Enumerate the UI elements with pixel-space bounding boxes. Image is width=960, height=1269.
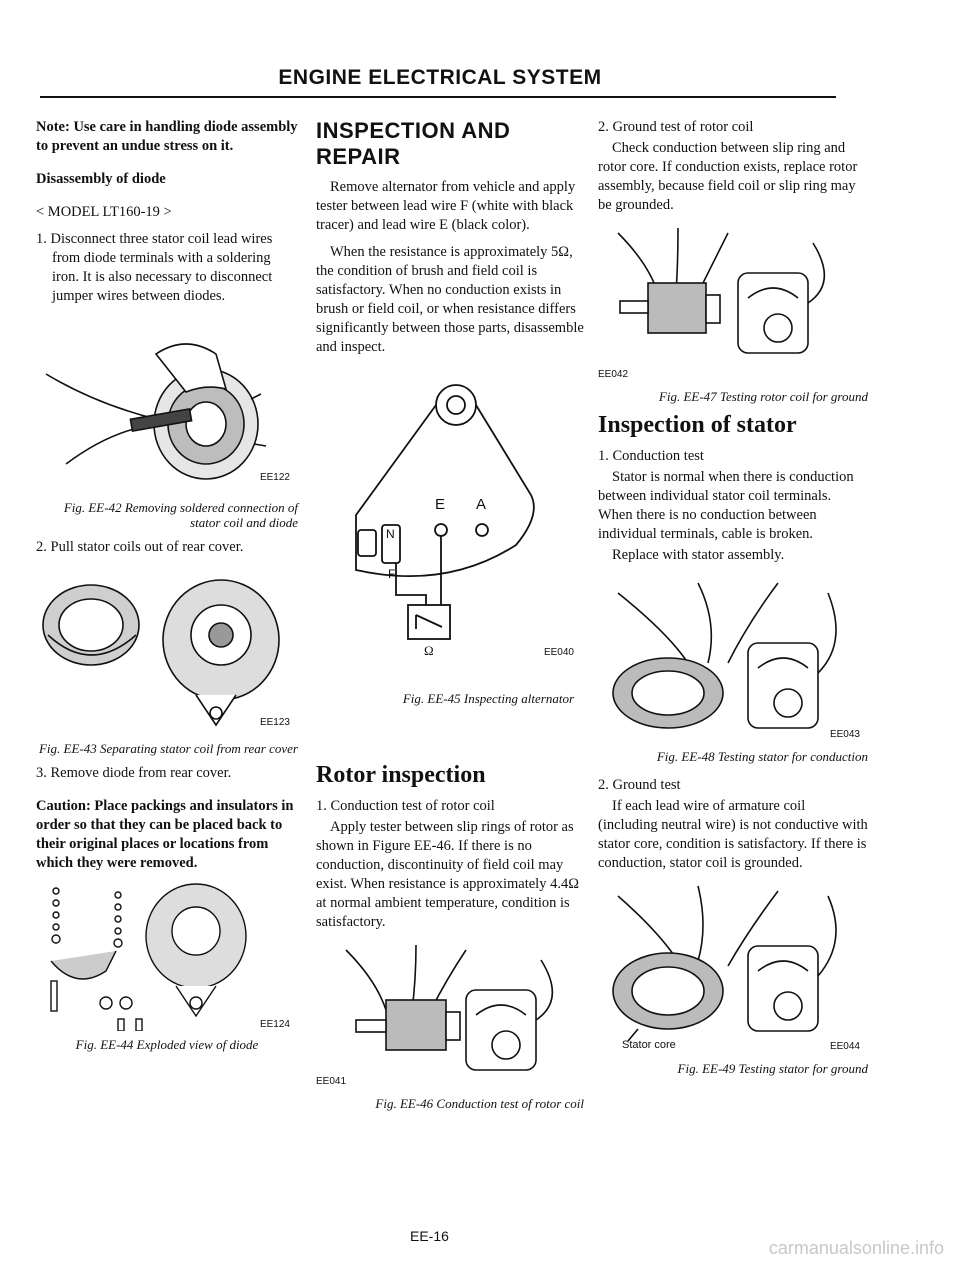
rotor-ground-para: Check conduction between slip ring and rotor core. If conduction exists, replace rotor assembly, because field coil or slip ring may be grounded.	[598, 140, 858, 213]
figure-ee-43	[36, 565, 298, 735]
figure-code: EE122	[259, 472, 290, 483]
watermark: carmanualsonline.info	[768, 1238, 944, 1258]
rotor-ground-illustration	[598, 223, 858, 383]
rotor-conduction-illustration	[316, 940, 576, 1090]
figure-caption: Fig. EE-42 Removing soldered connection of stator coil and diode	[63, 500, 298, 530]
figure-caption: Fig. EE-48 Testing stator for conduction	[656, 749, 868, 764]
figure-ee-42	[36, 314, 298, 494]
figure-caption: Fig. EE-49 Testing stator for ground	[677, 1061, 868, 1076]
diode-exploded-illustration	[36, 881, 276, 1031]
terminal-label-f: F	[388, 567, 396, 581]
column-left	[36, 118, 298, 1060]
caution-text: Caution: Place packings and insulators in order so that they can be placed back to their original places or locations from which they were removed.	[36, 798, 294, 871]
rotor-para: Apply tester between slip rings of rotor as shown in Figure EE-46. If there is no conduction, discontinuity of field coil may exist. When resistance is approximately 4.4Ω at normal ambient temperature, condition is satisfactory.	[316, 819, 579, 930]
figure-ee-49	[598, 881, 868, 1051]
section-title-rotor: Rotor inspection	[316, 762, 486, 788]
figure-caption: Fig. EE-45 Inspecting alternator	[402, 691, 574, 706]
terminal-label-n: N	[386, 527, 395, 541]
figure-code: EE044	[829, 1041, 860, 1052]
figure-caption: Fig. EE-46 Conduction test of rotor coil	[375, 1096, 584, 1111]
page-number: EE-16	[410, 1228, 449, 1244]
disassembly-title: Disassembly of diode	[36, 171, 166, 187]
figure-ee-44	[36, 881, 298, 1031]
figure-code: EE041	[316, 1076, 347, 1087]
note-diode: Note: Use care in handling diode assembly to prevent an undue stress on it.	[36, 119, 298, 154]
figure-code: EE042	[598, 369, 629, 380]
step-3-text: 3. Remove diode from rear cover.	[36, 765, 232, 781]
figure-caption: Fig. EE-47 Testing rotor coil for ground	[658, 389, 868, 404]
terminal-label-e: E	[435, 496, 446, 513]
stator-step-1: 1. Conduction test	[598, 448, 704, 464]
stator-conduction-illustration	[598, 573, 858, 743]
figure-ee-46	[316, 940, 584, 1090]
figure-code: EE040	[543, 647, 574, 658]
stator-ground-illustration	[598, 881, 858, 1051]
stator-para-2: Replace with stator assembly.	[612, 547, 785, 563]
figure-caption: Fig. EE-43 Separating stator coil from rear cover	[38, 741, 298, 756]
header-rule	[40, 96, 836, 98]
terminal-label-a: A	[476, 496, 487, 513]
section-title-inspection: INSPECTION AND REPAIR	[316, 118, 511, 169]
inspection-para-2: When the resistance is approximately 5Ω, the condition of brush and field coil is satisfactory. When no conduction exists in brush or field coil, or when resistance differs significantly between those parts, disassemble and inspect.	[316, 244, 584, 355]
step-2-text: 2. Pull stator coils out of rear cover.	[36, 539, 244, 555]
figure-ee-45	[316, 365, 584, 685]
column-middle	[316, 118, 584, 1119]
stator-rearcover-illustration	[36, 565, 296, 735]
step-1-text: 1. Disconnect three stator coil lead wires from diode terminals with a soldering iron. It is also necessary to disconnect jumper wires between diodes.	[36, 231, 273, 304]
rotor-step-1: 1. Conduction test of rotor coil	[316, 798, 495, 814]
figure-ee-47	[598, 223, 868, 383]
column-right	[598, 118, 868, 1084]
model-label: < MODEL LT160-19 >	[36, 204, 172, 220]
figure-code: EE123	[259, 717, 290, 728]
ground-step: 2. Ground test	[598, 777, 681, 793]
rotor-step-2: 2. Ground test of rotor coil	[598, 119, 754, 135]
section-title-stator: Inspection of stator	[598, 412, 797, 438]
soldering-illustration	[36, 314, 276, 494]
figure-code: EE043	[829, 729, 860, 740]
stator-core-label: Stator core	[622, 1039, 676, 1051]
alternator-diagram	[316, 365, 576, 665]
stator-para-1: Stator is normal when there is conduction between individual stator coil terminals. When there is no conduction between individual terminals, cable is broken.	[598, 469, 854, 542]
ohm-label: Ω	[424, 643, 434, 658]
page-header: ENGINE ELECTRICAL SYSTEM	[278, 66, 602, 89]
inspection-para-1: Remove alternator from vehicle and apply tester between lead wire F (white with black tracer) and lead wire E (black color).	[316, 179, 576, 233]
figure-code: EE124	[259, 1019, 290, 1030]
figure-caption: Fig. EE-44 Exploded view of diode	[75, 1037, 259, 1052]
ground-para: If each lead wire of armature coil (including neutral wire) is not conductive with stator core, condition is satisfactory. If there is conduction, stator coil is grounded.	[598, 798, 868, 871]
figure-ee-48	[598, 573, 868, 743]
